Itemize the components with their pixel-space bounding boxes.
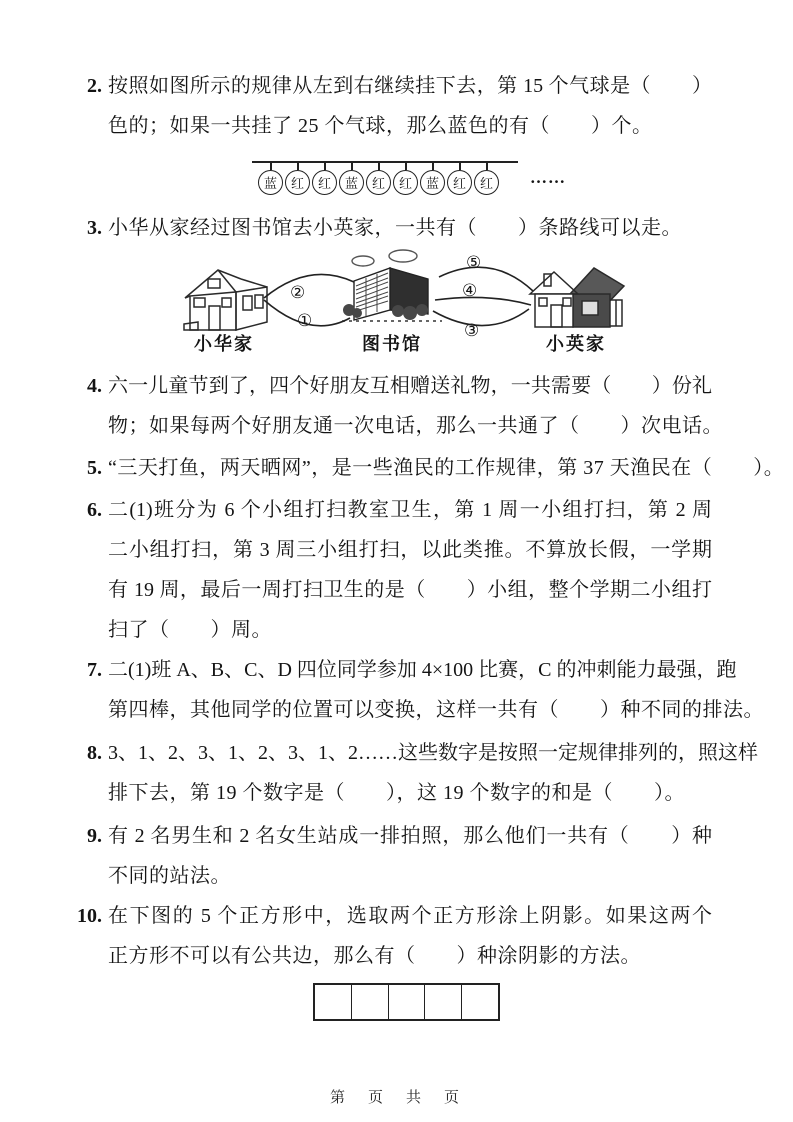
balloon-string (432, 162, 434, 170)
question-6-line-1: 二(1)班分为 6 个小组打扫教室卫生，第 1 周一小组打扫，第 2 周 (108, 499, 712, 521)
place-label-xiaoying-home: 小英家 (546, 334, 606, 354)
balloon-circle (474, 170, 499, 195)
square-cell-5 (462, 985, 498, 1019)
balloon-circle (285, 170, 310, 195)
question-9-number: 9. (87, 825, 102, 847)
question-8-number: 8. (87, 742, 102, 764)
balloon-circle (312, 170, 337, 195)
balloon-label: 蓝 (344, 176, 358, 191)
balloon-string (486, 162, 488, 170)
balloon-label: 红 (452, 176, 466, 191)
cloud-icon (352, 256, 374, 266)
question-7-line-1: 二(1)班 A、B、C、D 四位同学参加 4×100 比赛，C 的冲刺能力最强，跑 (108, 659, 737, 681)
balloon-string (459, 162, 461, 170)
route-4-path (435, 297, 531, 305)
balloon-string (351, 162, 353, 170)
question-9-line-1: 有 2 名男生和 2 名女生站成一排拍照，那么他们一共有（ ）种 (108, 825, 712, 847)
place-label-xiaohua-home: 小华家 (194, 334, 254, 354)
balloon-label: 红 (398, 176, 412, 191)
balloon-ellipsis: …… (530, 168, 566, 187)
question-7-line-2: 第四棒，其他同学的位置可以变换，这样一共有（ ）种不同的排法。 (108, 699, 764, 721)
route-number-4: ④ (462, 281, 478, 300)
question-8 (0, 733, 793, 813)
question-2-number: 2. (87, 75, 102, 97)
balloon-circle (447, 170, 472, 195)
balloon-circle (339, 170, 364, 195)
route-number-5: ⑤ (466, 253, 482, 272)
balloon-label: 蓝 (263, 176, 277, 191)
question-10-line-1: 在下图的 5 个正方形中，选取两个正方形涂上阴影。如果这两个 (108, 905, 712, 927)
balloon-string (378, 162, 380, 170)
route-figure (158, 248, 642, 360)
route-number-1: ① (297, 311, 313, 330)
balloon-4 (338, 162, 365, 195)
balloon-circle (258, 170, 283, 195)
question-4 (0, 366, 793, 446)
question-2-line-2: 色的；如果一共挂了 25 个气球，那么蓝色的有（ ）个。 (108, 115, 653, 137)
question-2 (0, 66, 793, 146)
balloon-row (257, 162, 500, 195)
balloon-string (324, 162, 326, 170)
balloon-1 (257, 162, 284, 195)
question-8-line-1: 3、1、2、3、1、2、3、1、2……这些数字是按照一定规律排列的，照这样 (108, 742, 758, 764)
balloon-figure (252, 150, 597, 206)
question-9-line-2: 不同的站法。 (108, 865, 231, 887)
route-2-path (264, 274, 354, 298)
question-5-line-1: “三天打鱼，两天晒网”，是一些渔民的工作规律，第 37 天渔民在（ ）。 (108, 457, 785, 479)
question-2-line-1: 按照如图所示的规律从左到右继续挂下去，第 15 个气球是（ ） (108, 75, 712, 97)
question-3-number: 3. (87, 217, 102, 239)
question-8-line-2: 排下去，第 19 个数字是（ ），这 19 个数字的和是（ ）。 (108, 782, 685, 804)
question-4-line-2: 物；如果每两个好朋友通一次电话，那么一共通了（ ）次电话。 (108, 415, 723, 437)
library-illustration (342, 250, 442, 321)
balloon-circle (366, 170, 391, 195)
question-6-line-3: 有 19 周，最后一周打扫卫生的是（ ）小组，整个学期二小组打 (108, 579, 712, 601)
balloon-5 (365, 162, 392, 195)
route-5-path (439, 267, 533, 291)
balloon-label: 红 (479, 176, 493, 191)
squares-figure (313, 983, 500, 1021)
balloon-2 (284, 162, 311, 195)
left-house-illustration (184, 270, 267, 330)
question-3-line-1: 小华从家经过图书馆去小英家，一共有（ ）条路线可以走。 (108, 217, 682, 239)
question-10-line-2: 正方形不可以有公共边，那么有（ ）种涂阴影的方法。 (108, 945, 641, 967)
balloon-3 (311, 162, 338, 195)
question-5-number: 5. (87, 457, 102, 479)
balloon-8 (446, 162, 473, 195)
question-5 (0, 448, 793, 488)
route-number-2: ② (290, 283, 306, 302)
balloon-circle (393, 170, 418, 195)
question-3 (0, 208, 793, 248)
balloon-label: 红 (371, 176, 385, 191)
place-label-library: 图书馆 (362, 334, 422, 354)
question-7 (0, 650, 793, 730)
balloon-label: 红 (290, 176, 304, 191)
question-6 (0, 490, 793, 650)
question-9 (0, 816, 793, 896)
balloon-7 (419, 162, 446, 195)
balloon-label: 蓝 (425, 176, 439, 191)
question-4-number: 4. (87, 375, 102, 397)
question-6-line-4: 扫了（ ）周。 (108, 619, 272, 641)
balloon-6 (392, 162, 419, 195)
balloon-string (270, 162, 272, 170)
balloon-circle (420, 170, 445, 195)
route-number-3: ③ (464, 321, 480, 340)
square-cell-1 (315, 985, 352, 1019)
balloon-9 (473, 162, 500, 195)
question-10 (0, 896, 793, 976)
balloon-label: 红 (317, 176, 331, 191)
right-house-illustration (530, 268, 624, 327)
balloon-string (297, 162, 299, 170)
question-7-number: 7. (87, 659, 102, 681)
question-6-number: 6. (87, 499, 102, 521)
square-cell-4 (425, 985, 462, 1019)
square-cell-2 (352, 985, 389, 1019)
question-6-line-2: 二小组打扫，第 3 周三小组打扫，以此类推。不算放长假，一学期 (108, 539, 712, 561)
question-10-number: 10. (77, 905, 102, 927)
question-4-line-1: 六一儿童节到了，四个好朋友互相赠送礼物，一共需要（ ）份礼 (108, 375, 712, 397)
cloud-icon (389, 250, 417, 262)
balloon-string (405, 162, 407, 170)
route-3-path (433, 309, 529, 326)
square-cell-3 (389, 985, 426, 1019)
page-footer: 第 页 共 页 (329, 1090, 463, 1106)
